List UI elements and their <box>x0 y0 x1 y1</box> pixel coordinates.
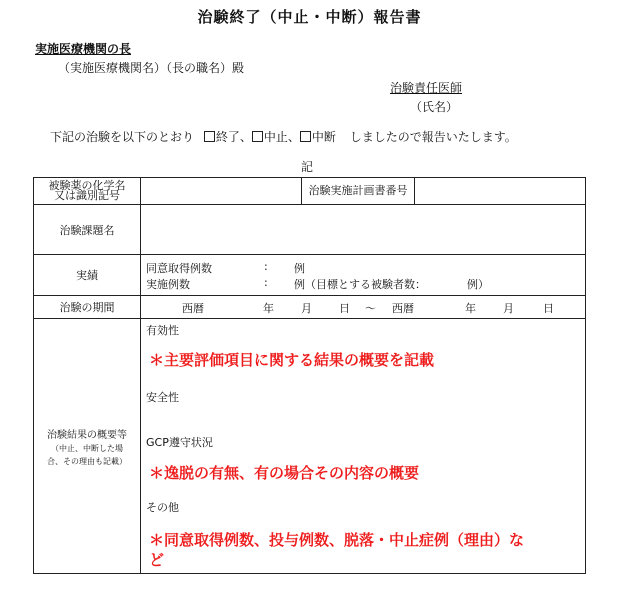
gcp-label: GCP遵守状況 <box>146 436 213 449</box>
drug-label-line1: 被験薬の化学名 <box>48 179 126 192</box>
option-end-label: 終了、 <box>215 130 252 144</box>
consent-count-label: 同意取得例数 <box>146 262 212 275</box>
gcp-note: ＊逸脱の有無、有の場合その内容の概要 <box>149 464 420 482</box>
period-end-era: 西暦 <box>392 302 414 315</box>
efficacy-label: 有効性 <box>146 324 179 337</box>
option-interrupt[interactable] <box>300 130 336 144</box>
row-drug <box>34 178 586 205</box>
ki-heading: 記 <box>301 160 314 174</box>
protocol-number-value[interactable] <box>415 178 586 205</box>
checkbox-end-icon[interactable] <box>204 131 215 142</box>
row-subject <box>34 205 586 255</box>
period-end-month: 月 <box>503 302 514 315</box>
summary-label-line1: 治験結果の概要等 <box>47 429 127 441</box>
enrolled-count-colon: : <box>264 276 268 289</box>
addressee-title: 実施医療機関の長 <box>35 42 132 56</box>
protocol-number-label: 治験実施計画書番号 <box>302 178 415 205</box>
drug-name-label <box>34 178 141 205</box>
efficacy-note: ＊主要評価項目に関する結果の概要を記載 <box>149 351 435 369</box>
enrolled-target-value[interactable]: 例） <box>467 278 489 291</box>
document-title: 治験終了（中止・中断）報告書 <box>197 8 422 26</box>
checkbox-stop-icon[interactable] <box>252 131 263 142</box>
report-table <box>33 177 586 574</box>
period-label: 治験の期間 <box>34 296 141 319</box>
results-label: 実績 <box>34 255 141 296</box>
summary-value[interactable] <box>141 319 586 574</box>
statement-prefix: 下記の治験を以下のとおり <box>50 130 195 144</box>
row-summary <box>34 319 586 574</box>
option-interrupt-label: 中断 <box>311 130 336 144</box>
investigator-name: （氏名） <box>410 100 459 114</box>
checkbox-interrupt-icon[interactable] <box>300 131 311 142</box>
subject-value[interactable] <box>141 205 586 255</box>
summary-label-line3: 合、その理由も記載） <box>47 456 127 466</box>
option-end[interactable] <box>204 130 252 144</box>
row-results <box>34 255 586 296</box>
drug-name-value[interactable] <box>141 178 302 205</box>
consent-count-colon: : <box>264 260 268 273</box>
period-end-year: 年 <box>465 302 476 315</box>
drug-label-line2: 又は識別記号 <box>54 189 120 202</box>
period-start-year: 年 <box>263 302 274 315</box>
period-value[interactable] <box>141 296 586 319</box>
other-label: その他 <box>146 501 179 514</box>
period-start-era: 西暦 <box>182 302 204 315</box>
period-start-month: 月 <box>301 302 312 315</box>
summary-label <box>34 319 141 574</box>
summary-label-line2: （中止、中断した場 <box>51 443 123 453</box>
results-value <box>141 255 586 296</box>
statement-suffix: しましたので報告いたします。 <box>349 130 517 144</box>
option-stop-label: 中止、 <box>263 130 300 144</box>
period-end-day: 日 <box>543 302 554 315</box>
period-start-day: 日 <box>339 302 350 315</box>
row-period <box>34 296 586 319</box>
period-tilde: ～ <box>365 302 376 315</box>
investigator-label: 治験責任医師 <box>390 81 463 95</box>
other-note-line1: ＊同意取得例数、投与例数、脱落・中止症例（理由）な <box>149 531 525 549</box>
safety-label: 安全性 <box>146 391 179 404</box>
consent-count-value[interactable]: 例 <box>294 262 305 275</box>
enrolled-count-value[interactable]: 例（目標とする被験者数： <box>294 278 426 291</box>
option-stop[interactable] <box>252 130 300 144</box>
addressee-institution: （実施医療機関名）（長の職名）殿 <box>58 61 245 75</box>
subject-label: 治験課題名 <box>34 205 141 255</box>
other-note-line2: ど <box>149 551 165 569</box>
enrolled-count-label: 実施例数 <box>146 278 190 291</box>
statement-line <box>50 128 517 145</box>
